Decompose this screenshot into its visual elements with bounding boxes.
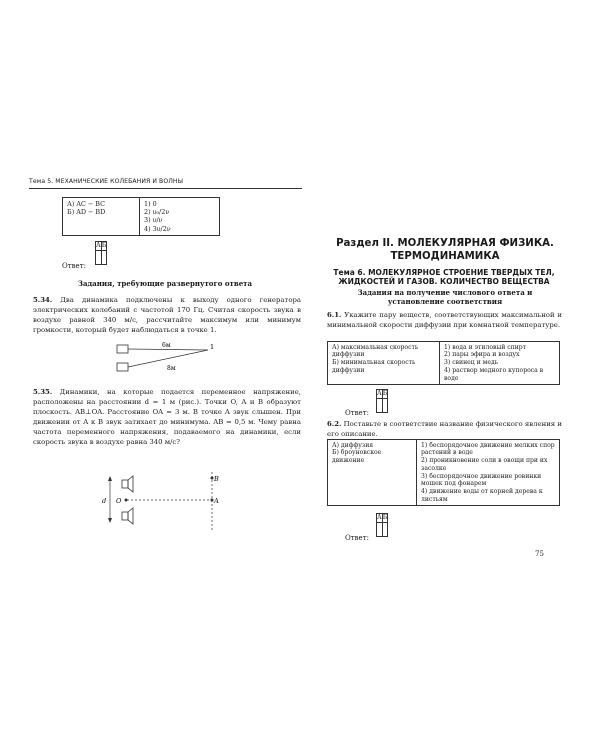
matching-left-column bbox=[328, 440, 417, 506]
matching-item: 1) беспорядочное движение мелких спор растений в воде bbox=[421, 441, 555, 457]
matching-item: А) AC − BC bbox=[67, 200, 105, 208]
matching-item: Б) AD − BD bbox=[67, 208, 106, 217]
matching-item: 2) υ₀/2ν bbox=[144, 208, 170, 217]
answer-header-a: А bbox=[377, 514, 382, 521]
answer-grid bbox=[376, 513, 388, 537]
figure-speakers-OAB bbox=[100, 472, 230, 534]
matching-item: А) диффузия bbox=[332, 441, 374, 449]
label-A: A bbox=[214, 497, 219, 505]
matching-item: 2) проникновение соли в овощи при их засолке bbox=[421, 457, 548, 472]
answer-label: Ответ: bbox=[345, 534, 369, 542]
label-B: B bbox=[214, 475, 219, 483]
section-title: Раздел II. МОЛЕКУЛЯРНАЯ ФИЗИКА. ТЕРМОДИНАМИКА bbox=[336, 238, 554, 262]
matching-item: 3) свинец и медь bbox=[444, 359, 499, 367]
speaker-lower-cone bbox=[128, 508, 133, 524]
d-arrow-head-bottom bbox=[108, 518, 112, 523]
matching-left-column bbox=[328, 342, 440, 385]
matching-right-column bbox=[440, 342, 560, 385]
matching-item: 4) движение воды от корней дерева к листьям bbox=[421, 488, 543, 504]
answer-label: Ответ: bbox=[62, 262, 86, 270]
matching-table-6-1 bbox=[327, 341, 560, 385]
problem-number: 6.2. bbox=[327, 420, 342, 428]
matching-item: Б) минимальная скорость диффузии bbox=[332, 359, 416, 374]
problem-text: Укажите пару веществ, соответствующих максимальной и минимальной скорости диффузии при комнатной температуре. bbox=[327, 311, 562, 329]
matching-right-column bbox=[417, 440, 560, 506]
answer-cell-b[interactable] bbox=[382, 523, 388, 537]
answer-label: Ответ: bbox=[345, 409, 369, 417]
answer-header-b: Б bbox=[382, 514, 388, 521]
matching-right-column bbox=[140, 198, 220, 236]
matching-item: 1) 0 bbox=[144, 200, 157, 208]
answer-cell-b[interactable] bbox=[382, 399, 388, 413]
problem-text: Два динамика подключены к выходу одного генератора электрических колебаний с частотой 170 Гц. Считая скорость звука в воздухе равной 340 м/с, рассчитайте максимум или минимум громкости, который будет наблюдаться в точке 1. bbox=[33, 296, 301, 334]
answer-header-b: Б bbox=[382, 390, 388, 397]
speaker-lower bbox=[122, 512, 128, 520]
problem-number: 6.1. bbox=[327, 311, 342, 319]
matching-table-top bbox=[62, 197, 220, 236]
matching-item: 3) беспорядочное движение ровинки мошек под фонарем bbox=[421, 472, 542, 488]
problem-6-1 bbox=[327, 310, 562, 330]
matching-item: 1) вода и этиловый спирт bbox=[444, 343, 527, 351]
speaker-top bbox=[117, 345, 128, 353]
matching-item: 3) υ/ν bbox=[144, 216, 163, 225]
problem-5-34 bbox=[33, 295, 301, 335]
label-8m: 8м bbox=[167, 365, 176, 372]
matching-item: 2) пары эфира и воздух bbox=[444, 351, 520, 359]
problem-5-35 bbox=[33, 387, 301, 447]
matching-item: 4) раствор медного купороса в воде bbox=[444, 366, 544, 382]
label-point-1: 1 bbox=[210, 343, 215, 351]
matching-left-column bbox=[63, 198, 140, 236]
answer-grid bbox=[376, 389, 388, 413]
answer-header-a: А bbox=[96, 242, 101, 249]
label-6m: 6м bbox=[162, 342, 171, 349]
label-d: d bbox=[102, 497, 107, 505]
problem-text: Поставьте в соответствие название физического явления и его описание. bbox=[327, 420, 562, 438]
speaker-upper-cone bbox=[128, 476, 133, 492]
problem-text: Динамики, на которые подается переменное напряжение, расположены на расстоянии d = 1 м (рис.). Точки O, A и B образуют плоскость. AB⊥OA. Расстояние OA = 3 м. В точке A звук слышен. При движении от A к B звук затихает до минимума. AB = 0,5 м. Чему равна частота переменного напряжения, подаваемого на динамики, если скорость звука в воздухе равна 340 м/с? bbox=[33, 388, 301, 446]
subheading-extended: Задания, требующие развернутого ответа bbox=[77, 279, 253, 288]
problem-number: 5.34. bbox=[33, 296, 53, 304]
matching-item: А) максимальная скорость диффузии bbox=[332, 343, 419, 359]
answer-cell-b[interactable] bbox=[101, 251, 107, 265]
answer-grid bbox=[95, 241, 107, 265]
matching-table-6-2 bbox=[327, 439, 560, 506]
answer-header-a: А bbox=[377, 390, 382, 397]
d-arrow-head-top bbox=[108, 476, 112, 481]
path-top bbox=[128, 349, 208, 350]
speaker-upper bbox=[122, 480, 128, 488]
theme-title: Тема 6. МОЛЕКУЛЯРНОЕ СТРОЕНИЕ ТВЕРДЫХ ТЕЛ, ЖИДКОСТЕЙ И ГАЗОВ. КОЛИЧЕСТВО ВЕЩЕСТВА bbox=[333, 268, 555, 287]
matching-item: Б) броуновское движение bbox=[332, 449, 382, 465]
running-head: Тема 5. МЕХАНИЧЕСКИЕ КОЛЕБАНИЯ И ВОЛНЫ bbox=[29, 178, 302, 189]
label-O: O bbox=[116, 497, 122, 505]
page-number: 75 bbox=[535, 550, 544, 558]
matching-item: 4) 3υ/2ν bbox=[144, 224, 171, 233]
problem-number: 5.35. bbox=[33, 388, 53, 396]
speaker-bottom bbox=[117, 363, 128, 371]
subheading-numeric: Задания на получение числового ответа и установление соответствия bbox=[357, 288, 533, 306]
answer-header-b: Б bbox=[101, 242, 107, 249]
problem-6-2 bbox=[327, 419, 562, 439]
figure-speakers-point bbox=[112, 338, 222, 378]
